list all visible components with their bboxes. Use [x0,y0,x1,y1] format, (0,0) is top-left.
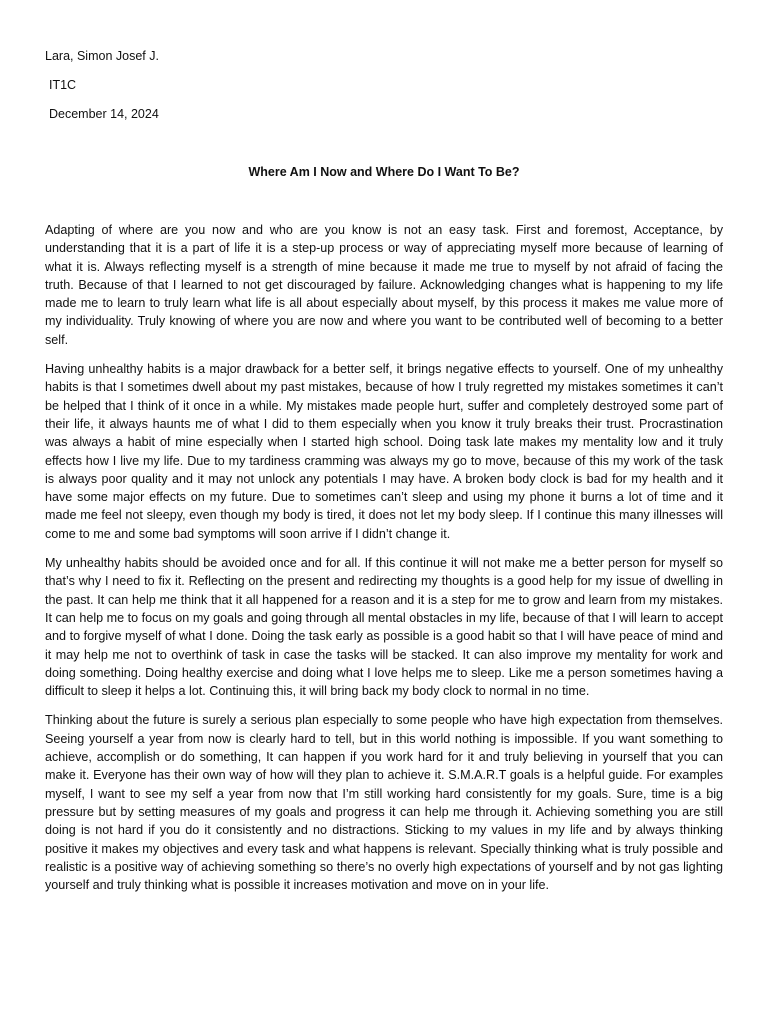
document-body [45,221,723,905]
document-date: December 14, 2024 [49,107,159,121]
paragraph-future: Thinking about the future is surely a serious plan especially to some people who have high expectation from themselves. Seeing yourself a year from now is clearly hard to tell, but in this world nothing is impossible. If you want something to achieve, accomplish or do something, It can happen if you work hard for it and truly believing in yourself that you can make it. Everyone has their own way of how will they plan to achieve it. S.M.A.R.T goals is a helpful guide. For examples myself, I want to see my self a year from now that I’m still working hard consistently for my goals. Sure, time is a big pressure but by setting measures of my goals and progress it can help me through it. Achieving something you are still doing is not hard if you do it consistently and no distractions. Sticking to my values in my life and by always thinking positive it makes my objectives and every task and what happens is relevant. Specially thinking what is truly possible and realistic is a positive way of achieving something so there’s no overly high expectations of yourself and by not gas lighting yourself and truly thinking what is possible it increases motivation and move on in your life. [45,713,723,893]
author-name: Lara, Simon Josef J. [45,49,159,63]
paragraph-fixing-habits: My unhealthy habits should be avoided once and for all. If this continue it will not make me a better person for myself so that’s why I need to fix it. Reflecting on the present and redirecting my thoughts is a good help for my issue of dwelling in the past. It can help me think that it all happened for a reason and it is a step for me to grow and learn from my mistakes. It can help me to focus on my goals and going through all mental obstacles in my life, because of that I will learn to accept and to forgive myself of what I done. Doing the task early as possible is a good habit so that I will have peace of mind and it may help me not to overthink of task in case the tasks will be stacked. It can also improve my mentality for work and doing something. Doing healthy exercise and doing what I love helps me to sleep. Like me a person sometimes having a difficult to sleep it helps a lot. Continuing this, it will bring back my body clock to normal in no time. [45,556,723,699]
class-section: IT1C [49,78,77,92]
paragraph-acceptance: Adapting of where are you now and who are you know is not an easy task. First and foremost, Acceptance, by understanding that it is a part of life it is a step-up process or way of appreciating myself more because of learning of what it is. Always reflecting myself is a strength of mine because it made me true to myself by not afraid of facing the truth. Because of that I learned to not get discouraged by failure. Acknowledging changes what is happening to my life made me to learn to truly learn what life is all about especially about myself, by this process it makes me value more of my individuality. Truly knowing of where you are now and where you want to be contributed well of becoming to a better self. [45,223,723,347]
document-title: Where Am I Now and Where Do I Want To Be? [248,165,520,179]
paragraph-unhealthy-habits: Having unhealthy habits is a major drawback for a better self, it brings negative effects to yourself. One of my unhealthy habits is that I sometimes dwell about my past mistakes, because of how I truly regretted my mistakes sometimes it can’t be helped that I think of it once in a while. My mistakes made people hurt, suffer and completely destroyed some part of their life, it always haunts me of what I did to them especially when you know it truly breaks their trust. Procrastination was always a habit of mine especially when I started high school. Doing task late makes my mentality low and it truly effects how I live my life. Due to my tardiness cramming was always my go to move, because of this my work of the task is always poor quality and it may not unlock any potentials I may have. A broken body clock is bad for my health and it have some major effects on my future. Due to sometimes can’t sleep and using my phone it burns a lot of time and it made me feel not sleepy, even though my body is tired, it does not let my body sleep. If I continue this many illnesses will come to me and some bad symptoms will soon arrive if I didn’t change it. [45,362,723,541]
